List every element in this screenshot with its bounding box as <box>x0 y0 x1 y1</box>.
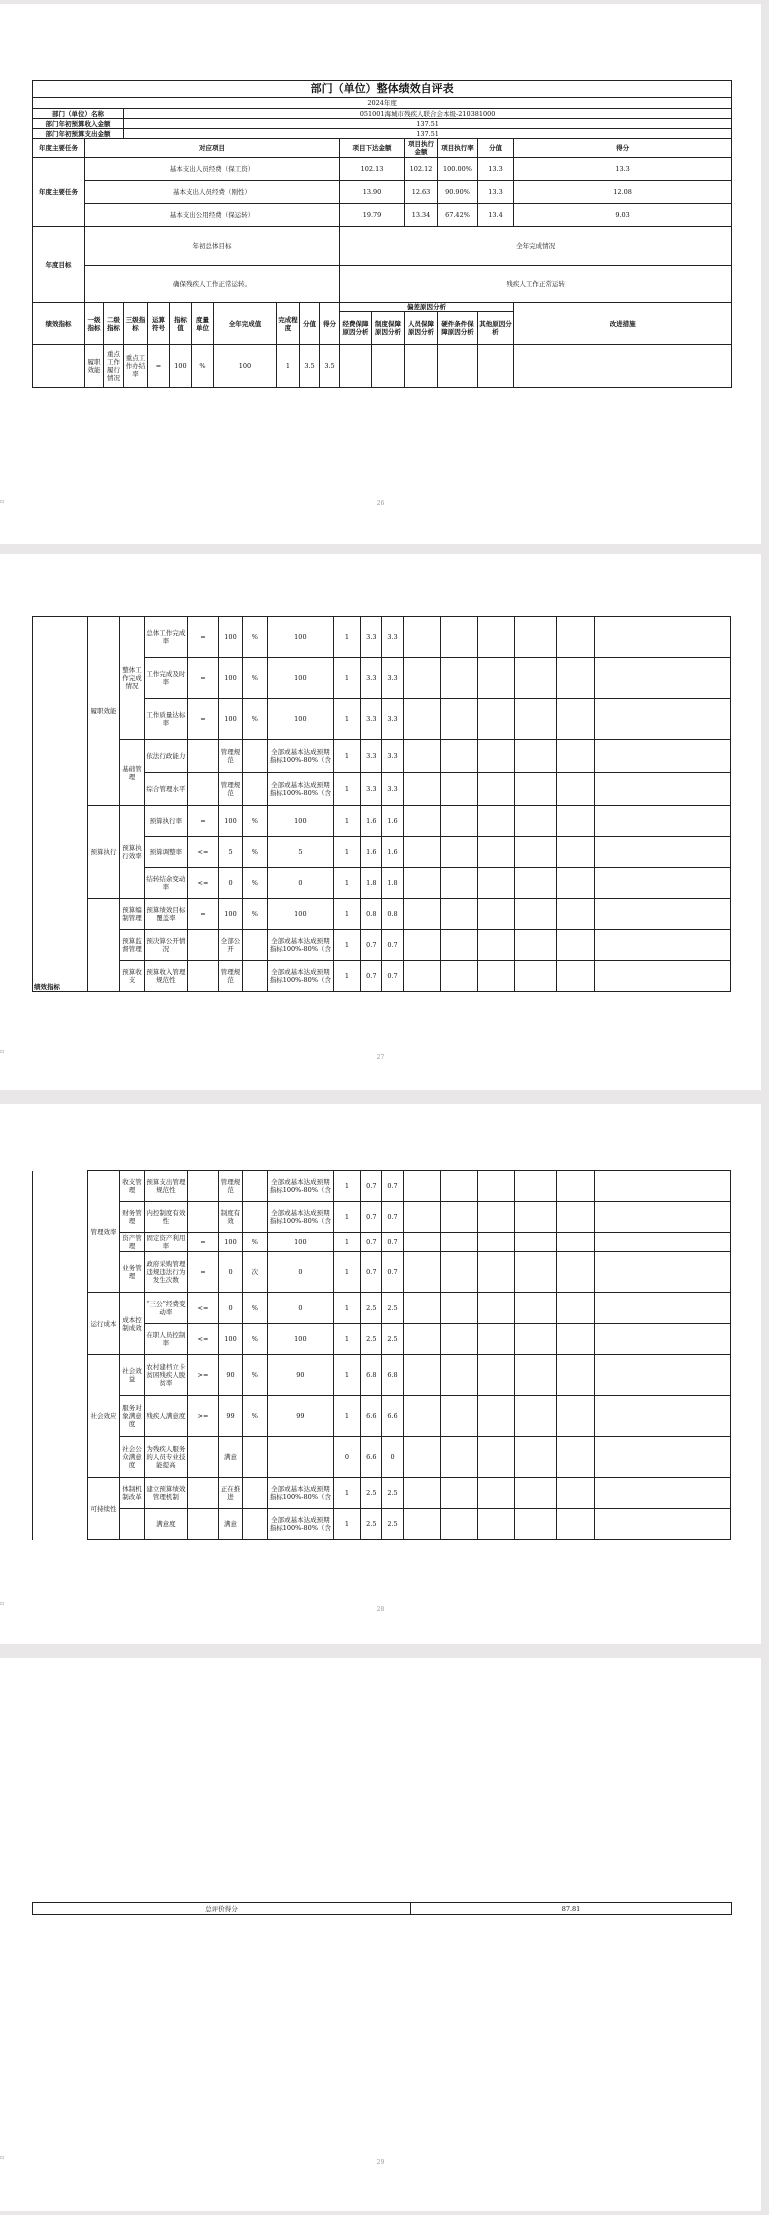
cell-l3: 预算支出管理规范性 <box>145 1171 187 1202</box>
task-rate: 90.90% <box>438 181 478 204</box>
goal-label: 年度目标 <box>33 227 85 303</box>
income-value: 137.51 <box>124 119 732 129</box>
task-score: 13.4 <box>478 204 514 227</box>
cell-score: 2.5 <box>361 1324 382 1355</box>
cell-got: 6.8 <box>382 1355 403 1396</box>
cell-score: 2.5 <box>361 1478 382 1509</box>
cell-val: 全部公开 <box>219 930 242 961</box>
cell-val: 100 <box>219 1233 242 1252</box>
got-header: 得分 <box>320 303 340 345</box>
cell-unit <box>242 1509 267 1540</box>
task-exec: 13.34 <box>405 204 438 227</box>
cell-deg: 1 <box>333 806 361 837</box>
l2-cell: 财务管理 <box>119 1202 144 1233</box>
l1-cell: 可持续性 <box>88 1478 120 1540</box>
cell-val: 满意 <box>219 1437 242 1478</box>
l2-cell: 业务管理 <box>119 1252 144 1293</box>
cell-got: 0.7 <box>382 1252 403 1293</box>
cell-l3: “三公”经费变动率 <box>145 1293 187 1324</box>
cell-op: = <box>187 1252 219 1293</box>
cell-l1: 履职效能 <box>85 345 104 388</box>
done-header: 全年完成值 <box>214 303 277 345</box>
cell-unit <box>242 961 267 992</box>
l2-cell: 社会效益 <box>119 1355 144 1396</box>
cell-op: <= <box>187 1293 219 1324</box>
cell-val: 100 <box>219 617 242 658</box>
cell-unit <box>242 930 267 961</box>
task-got: 13.3 <box>514 158 732 181</box>
cell-deg: 1 <box>333 699 361 740</box>
cell-val: 满意 <box>219 1509 242 1540</box>
cell-got: 2.5 <box>382 1293 403 1324</box>
page-title: 部门（单位）整体绩效自评表 <box>33 81 732 98</box>
page-number: 29 <box>376 2159 385 2166</box>
task-got: 9.03 <box>514 204 732 227</box>
total-score-value: 87.81 <box>411 1903 732 1915</box>
cell-deg: 1 <box>333 1478 361 1509</box>
cell-got: 0 <box>382 1437 403 1478</box>
task-header: 年度主要任务 <box>33 139 85 158</box>
cell-l3: 农村建档立卡贫困残疾人脱贫率 <box>145 1355 187 1396</box>
cell-done: 0 <box>268 868 334 899</box>
cell-score: 3.5 <box>300 345 320 388</box>
unit-header: 度量单位 <box>192 303 214 345</box>
cell-op <box>187 1509 219 1540</box>
page-number: 27 <box>376 1054 385 1061</box>
cell-op <box>187 740 219 773</box>
cell-unit: % <box>242 837 267 868</box>
cell-deg: 1 <box>333 1252 361 1293</box>
cell-l3: 预算绩效目标覆盖率 <box>145 899 187 930</box>
cell-l3: 残疾人满意度 <box>145 1396 187 1437</box>
cell-got: 3.3 <box>382 773 403 806</box>
total-score-label: 总评价得分 <box>33 1903 411 1915</box>
l2-cell: 收支管理 <box>119 1171 144 1202</box>
task-score: 13.3 <box>478 181 514 204</box>
task-issued: 13.90 <box>340 181 405 204</box>
l2-cell: 预算收支 <box>119 961 144 992</box>
cell-unit: 次 <box>242 1252 267 1293</box>
page-1 <box>0 4 761 544</box>
cell-val: 0 <box>219 1293 242 1324</box>
cell-got: 2.5 <box>382 1509 403 1540</box>
cell-score: 6.8 <box>361 1355 382 1396</box>
l2-cell: 资产管理 <box>119 1233 144 1252</box>
cell-done: 100 <box>268 617 334 658</box>
cell-l3: 内控制度有效性 <box>145 1202 187 1233</box>
cell-got: 0.7 <box>382 1171 403 1202</box>
cell-unit <box>242 740 267 773</box>
task-got: 12.08 <box>514 181 732 204</box>
dev-header: 偏差原因分析 <box>340 303 514 312</box>
cell-unit: % <box>242 806 267 837</box>
cell-deg: 1 <box>333 1396 361 1437</box>
cell-val: 管理规范 <box>219 773 242 806</box>
margin-mark: ▫ <box>0 498 5 505</box>
cell-score: 2.5 <box>361 1509 382 1540</box>
cell-deg: 1 <box>333 837 361 868</box>
cell-val: 0 <box>219 868 242 899</box>
cell-score: 3.3 <box>361 617 382 658</box>
cell-deg: 1 <box>333 1509 361 1540</box>
cell-done: 全部或基本达成预期指标100%-80%（含 <box>268 1478 334 1509</box>
cell-l3: 预算执行率 <box>145 806 187 837</box>
l2-cell: 服务对象满意度 <box>119 1396 144 1437</box>
cell-deg: 1 <box>333 868 361 899</box>
cell-l3: 为残疾人服务的人员专业技能提高 <box>145 1437 187 1478</box>
page-number: 28 <box>376 1606 385 1613</box>
perf-label: 绩效指标 <box>33 617 88 992</box>
cell-op: = <box>187 617 219 658</box>
cell-deg: 1 <box>333 1202 361 1233</box>
task-item: 基本支出人员经费（保工资） <box>85 158 340 181</box>
cell-op <box>187 1202 219 1233</box>
task-item: 基本支出人员经费（刚性） <box>85 181 340 204</box>
l1-header: 一级指标 <box>85 303 104 345</box>
col-got: 得分 <box>514 139 732 158</box>
page-3 <box>0 1104 761 1644</box>
cell-unit: % <box>242 699 267 740</box>
cell-op: = <box>187 899 219 930</box>
cell-deg: 0 <box>333 1437 361 1478</box>
cell-got: 6.6 <box>382 1396 403 1437</box>
cell-unit: % <box>242 868 267 899</box>
cause-other: 其他原因分析 <box>478 312 514 345</box>
cell-l3: 在职人员控制率 <box>145 1324 187 1355</box>
cell-deg: 1 <box>333 617 361 658</box>
cell-done <box>268 1437 334 1478</box>
cell-deg: 1 <box>333 740 361 773</box>
task-exec: 12.63 <box>405 181 438 204</box>
cell-unit: % <box>242 1293 267 1324</box>
l1-cell: 运行成本 <box>88 1293 120 1355</box>
cause-funding: 经费保障原因分析 <box>340 312 372 345</box>
cell-done: 5 <box>268 837 334 868</box>
page-2 <box>0 554 761 1090</box>
l1-cell: 预算执行 <box>88 806 120 899</box>
cell-got: 0.7 <box>382 1202 403 1233</box>
cell-l3: 预决算公开情况 <box>145 930 187 961</box>
evaluation-table-header <box>32 80 732 388</box>
cell-op: = <box>187 699 219 740</box>
cell-unit: % <box>242 658 267 699</box>
l2-cell: 整体工作完成情况 <box>119 617 144 740</box>
cell-score: 3.3 <box>361 773 382 806</box>
cell-deg: 1 <box>333 1293 361 1324</box>
cell-unit: % <box>192 345 214 388</box>
cell-val: 管理规范 <box>219 1171 242 1202</box>
cell-got: 0.7 <box>382 961 403 992</box>
cell-got: 3.3 <box>382 617 403 658</box>
cell-val: 管理规范 <box>219 961 242 992</box>
l2-cell: 预算编制管理 <box>119 899 144 930</box>
cell-unit <box>242 773 267 806</box>
cell-score: 3.3 <box>361 658 382 699</box>
dept-name-value: 051001海城市残疾人联合会本级-210381000 <box>124 109 732 119</box>
cell-done: 全部或基本达成预期指标100%-80%（含 <box>268 961 334 992</box>
col-item: 对应项目 <box>85 139 340 158</box>
cell-done: 全部或基本达成预期指标100%-80%（含 <box>268 773 334 806</box>
cell-score: 0.7 <box>361 961 382 992</box>
cell-done: 全部或基本达成预期指标100%-80%（含 <box>268 1171 334 1202</box>
cell-op <box>187 773 219 806</box>
expense-label: 部门年初预算支出金额 <box>33 129 124 139</box>
task-issued: 19.79 <box>340 204 405 227</box>
cell-op: = <box>187 806 219 837</box>
income-label: 部门年初预算收入金额 <box>33 119 124 129</box>
cell-op: <= <box>187 868 219 899</box>
cell-got: 3.3 <box>382 699 403 740</box>
l1-cell: 社会效应 <box>88 1355 120 1478</box>
op-header: 运算符号 <box>148 303 170 345</box>
l2-cell: 体制机制改革 <box>119 1478 144 1509</box>
cell-done: 全部或基本达成预期指标100%-80%（含 <box>268 1202 334 1233</box>
l2-cell: 成本控制成效 <box>119 1293 144 1355</box>
cell-deg: 1 <box>333 1324 361 1355</box>
cell-done: 0 <box>268 1252 334 1293</box>
cell-val: 100 <box>219 806 242 837</box>
cell-op <box>187 1437 219 1478</box>
cell-l3: 重点工作办结率 <box>124 345 148 388</box>
cell-unit: % <box>242 617 267 658</box>
cell-op <box>187 1478 219 1509</box>
cell-score: 0.7 <box>361 1233 382 1252</box>
cause-staff: 人员保障原因分析 <box>405 312 438 345</box>
l2-header: 二级指标 <box>104 303 124 345</box>
fix-header: 改进措施 <box>514 303 732 345</box>
cell-op <box>187 961 219 992</box>
cell-deg: 1 <box>333 1355 361 1396</box>
val-header: 指标值 <box>170 303 192 345</box>
goal-head-left: 年初总体目标 <box>85 227 340 266</box>
cell-score: 3.3 <box>361 740 382 773</box>
cell-val: 100 <box>219 899 242 930</box>
task-exec: 102.12 <box>405 158 438 181</box>
cell-val: 100 <box>219 658 242 699</box>
cell-done: 90 <box>268 1355 334 1396</box>
l1-cell: 管理效率 <box>88 1171 120 1293</box>
cell-op: = <box>148 345 170 388</box>
cell-got: 0.7 <box>382 930 403 961</box>
task-rate: 67.42% <box>438 204 478 227</box>
cell-got: 1.8 <box>382 868 403 899</box>
cell-unit <box>242 1478 267 1509</box>
cell-val: 100 <box>219 699 242 740</box>
year-label: 2024年度 <box>33 98 732 109</box>
cell-deg: 1 <box>333 1233 361 1252</box>
cell-score: 2.5 <box>361 1293 382 1324</box>
cell-l3: 固定资产利用率 <box>146 1234 186 1250</box>
cell-got: 0.8 <box>382 899 403 930</box>
cell-score: 0.8 <box>361 899 382 930</box>
cell-score: 1.6 <box>361 837 382 868</box>
task-issued: 102.13 <box>340 158 405 181</box>
goal-right: 残疾人工作正常运转 <box>340 266 732 303</box>
goal-left: 确保残疾人工作正常运转。 <box>85 266 340 303</box>
page-number: 26 <box>376 500 385 507</box>
cell-deg: 1 <box>277 345 300 388</box>
cell-got: 0.7 <box>382 1233 403 1252</box>
cell-l3: 总体工作完成率 <box>145 617 187 658</box>
page-4 <box>0 1658 761 2211</box>
cause-system: 制度保障原因分析 <box>372 312 405 345</box>
l1-cell: 履职效能 <box>88 617 120 806</box>
cell-op: = <box>187 658 219 699</box>
cell-unit: % <box>242 899 267 930</box>
cell-done: 全部或基本达成预期指标100%-80%（含 <box>268 1509 334 1540</box>
dept-name-label: 部门（单位）名称 <box>33 109 124 119</box>
cell-l3: 工作完成及时率 <box>145 658 187 699</box>
cell-done: 100 <box>268 699 334 740</box>
cell-done: 100 <box>268 1324 334 1355</box>
total-score-table <box>32 1902 732 1915</box>
cell-val: 99 <box>219 1396 242 1437</box>
cell-unit: % <box>242 1355 267 1396</box>
cell-op <box>187 930 219 961</box>
cell-val: 制度有效 <box>219 1202 242 1233</box>
score-header: 分值 <box>300 303 320 345</box>
cell-val: 100 <box>170 345 192 388</box>
cell-val: 5 <box>219 837 242 868</box>
goal-head-right: 全年完成情况 <box>340 227 732 266</box>
col-rate: 项目执行率 <box>438 139 478 158</box>
cell-l3: 政府采购管理违规违法行为发生次数 <box>145 1252 187 1293</box>
cell-deg: 1 <box>333 658 361 699</box>
cell-unit: % <box>242 1396 267 1437</box>
cell-op: >= <box>187 1396 219 1437</box>
cell-op: <= <box>187 1324 219 1355</box>
evaluation-table-cont-2 <box>32 1170 731 1540</box>
l2-cell: 社会公众满意度 <box>119 1437 144 1478</box>
col-score: 分值 <box>478 139 514 158</box>
cell-l3: 满意度 <box>145 1509 187 1540</box>
cell-unit: % <box>242 1324 267 1355</box>
cell-score: 6.6 <box>361 1437 382 1478</box>
cell-score: 1.6 <box>361 806 382 837</box>
cell-l2: 重点工作履行情况 <box>104 345 124 388</box>
cell-done: 100 <box>268 899 334 930</box>
margin-mark: ▫ <box>0 1048 5 1055</box>
cell-l3: 预算收入管理规范性 <box>145 961 187 992</box>
cell-got: 1.6 <box>382 806 403 837</box>
cell-done: 100 <box>268 806 334 837</box>
deg-header: 完成程度 <box>277 303 300 345</box>
perf-header: 绩效指标 <box>33 303 85 345</box>
cell-unit <box>242 1171 267 1202</box>
col-issued: 项目下达金额 <box>340 139 405 158</box>
task-score: 13.3 <box>478 158 514 181</box>
cell-op: >= <box>187 1355 219 1396</box>
cell-deg: 1 <box>333 961 361 992</box>
cell-got: 3.3 <box>382 740 403 773</box>
cell-l3: 综合管理水平 <box>145 773 187 806</box>
cell-score: 3.3 <box>361 699 382 740</box>
cell-score: 0.7 <box>361 1202 382 1233</box>
cell-val: 正在推进 <box>219 1478 242 1509</box>
task-rate: 100.00% <box>438 158 478 181</box>
cell-done: 100 <box>268 1233 334 1252</box>
cell-val: 90 <box>219 1355 242 1396</box>
cell-deg: 1 <box>333 930 361 961</box>
l2-cell: 预算监督管理 <box>119 930 144 961</box>
expense-value: 137.51 <box>124 129 732 139</box>
cell-done: 100 <box>214 345 277 388</box>
evaluation-table-cont-1 <box>32 616 731 992</box>
cell-op: = <box>187 1233 219 1252</box>
cell-done: 100 <box>268 658 334 699</box>
cell-done: 99 <box>268 1396 334 1437</box>
cell-done: 0 <box>268 1293 334 1324</box>
margin-mark: ▫ <box>0 1600 5 1607</box>
cell-score: 0.7 <box>361 1171 382 1202</box>
cell-got: 1.6 <box>382 837 403 868</box>
cell-done: 全部或基本达成预期指标100%-80%（含 <box>268 740 334 773</box>
margin-mark: ▫ <box>0 2154 5 2161</box>
cell-score: 6.6 <box>361 1396 382 1437</box>
cell-deg: 1 <box>333 899 361 930</box>
cell-l3: 依法行政能力 <box>145 740 187 773</box>
task-item: 基本支出公用经费（保运转） <box>85 204 340 227</box>
cell-got: 2.5 <box>382 1324 403 1355</box>
cell-got: 2.5 <box>382 1478 403 1509</box>
cell-op <box>187 1171 219 1202</box>
cell-unit: % <box>242 1233 267 1252</box>
cell-score: 1.8 <box>361 868 382 899</box>
cell-op: <= <box>187 837 219 868</box>
cell-got: 3.5 <box>320 345 340 388</box>
l2-cell: 基础管理 <box>119 740 144 806</box>
col-exec: 项目执行金额 <box>405 139 438 158</box>
l3-header: 三级指标 <box>124 303 148 345</box>
cell-deg: 1 <box>333 773 361 806</box>
cell-l3: 结转结余变动率 <box>145 868 187 899</box>
cell-val: 100 <box>219 1324 242 1355</box>
cell-unit <box>242 1437 267 1478</box>
cell-score: 0.7 <box>361 930 382 961</box>
cell-done: 全部或基本达成预期指标100%-80%（含 <box>268 930 334 961</box>
cell-unit <box>242 1202 267 1233</box>
cause-hardware: 硬件条件保障原因分析 <box>438 312 478 345</box>
cell-l3: 工作质量达标率 <box>145 699 187 740</box>
cell-score: 0.7 <box>361 1252 382 1293</box>
cell-got: 3.3 <box>382 658 403 699</box>
task-side-label: 年度主要任务 <box>33 158 85 227</box>
cell-val: 管理规范 <box>219 740 242 773</box>
cell-val: 0 <box>219 1252 242 1293</box>
cell-l3: 预算调整率 <box>145 837 187 868</box>
cell-deg: 1 <box>333 1171 361 1202</box>
l2-cell: 预算执行效率 <box>119 806 144 899</box>
cell-l3: 建立预算绩效管理机制 <box>145 1478 187 1509</box>
